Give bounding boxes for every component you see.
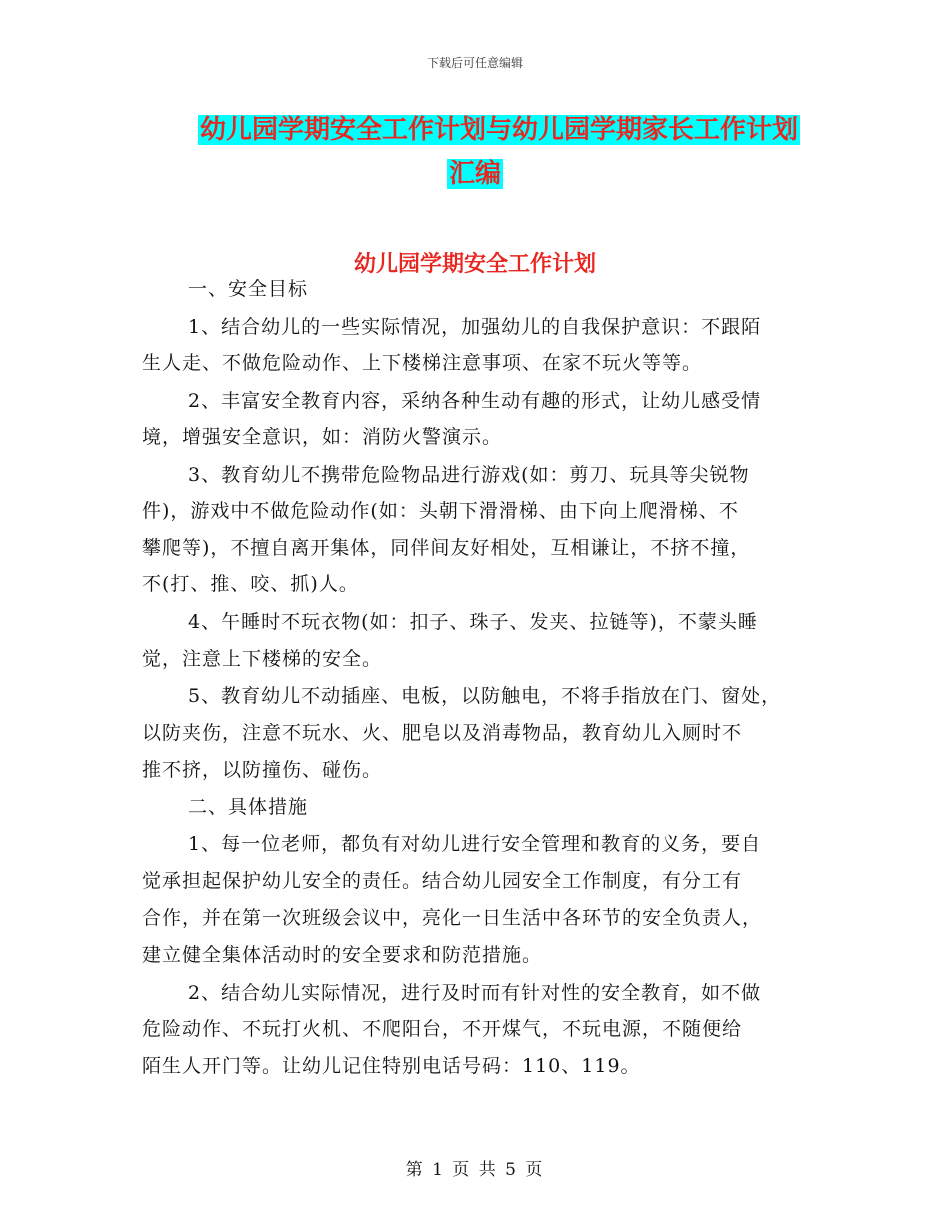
paragraph-line: 陌生人开门等。让幼儿记住特别电话号码：110、119。 xyxy=(142,1055,641,1077)
heading-specific-measures: 二、具体措施 xyxy=(188,796,309,818)
paragraph-line: 不(打、推、咬、抓)人。 xyxy=(142,573,359,595)
paragraph-line: 危险动作、不玩打火机、不爬阳台，不开煤气，不玩电源，不随便给 xyxy=(142,1018,743,1040)
document-title-line-2 xyxy=(0,156,950,192)
paragraph-line: 觉，注意上下楼梯的安全。 xyxy=(142,648,383,670)
document-title-text-1: 幼儿园学期安全工作计划与幼儿园学期家长工作计划 xyxy=(199,115,798,145)
paragraph-line: 觉承担起保护幼儿安全的责任。结合幼儿园安全工作制度，有分工有 xyxy=(142,870,743,892)
paragraph-line: 1、每一位老师，都负有对幼儿进行安全管理和教育的义务，要自 xyxy=(188,833,762,855)
paragraph-line: 境，增强安全意识，如：消防火警演示。 xyxy=(142,426,503,448)
paragraph-line: 生人走、不做危险动作、上下楼梯注意事项、在家不玩火等等。 xyxy=(142,352,703,374)
heading-safety-goals: 一、安全目标 xyxy=(188,278,309,300)
paragraph-line: 1、结合幼儿的一些实际情况，加强幼儿的自我保护意识：不跟陌 xyxy=(188,316,762,338)
document-title-text-2: 汇编 xyxy=(448,159,501,189)
document-title-line-1 xyxy=(24,112,950,148)
section-title: 幼儿园学期安全工作计划 xyxy=(353,252,596,277)
paragraph-line: 件)，游戏中不做危险动作(如：头朝下滑滑梯、由下向上爬滑梯、不 xyxy=(142,500,739,522)
paragraph-line: 2、丰富安全教育内容，采纳各种生动有趣的形式，让幼儿感受情 xyxy=(188,390,762,412)
paragraph-line: 攀爬等)，不擅自离开集体，同伴间友好相处，互相谦让，不挤不撞， xyxy=(142,537,751,559)
paragraph-line: 2、结合幼儿实际情况，进行及时而有针对性的安全教育，如不做 xyxy=(188,982,762,1004)
paragraph-line: 以防夹伤，注意不玩水、火、肥皂以及消毒物品，教育幼儿入厕时不 xyxy=(142,722,743,744)
paragraph-line: 5、教育幼儿不动插座、电板，以防触电，不将手指放在门、窗处， xyxy=(188,685,782,707)
page-number-footer: 第 1 页 共 5 页 xyxy=(405,1160,545,1180)
paragraph-line: 合作，并在第一次班级会议中，亮化一日生活中各环节的安全负责人， xyxy=(142,907,763,929)
paragraph-line: 4、午睡时不玩衣物(如：扣子、珠子、发夹、拉链等)，不蒙头睡 xyxy=(188,611,758,633)
paragraph-line: 推不挤，以防撞伤、碰伤。 xyxy=(142,759,383,781)
paragraph-line: 3、教育幼儿不携带危险物品进行游戏(如：剪刀、玩具等尖锐物 xyxy=(188,464,750,486)
paragraph-line: 建立健全集体活动时的安全要求和防范措施。 xyxy=(142,944,543,966)
header-note: 下载后可任意编辑 xyxy=(426,56,523,70)
